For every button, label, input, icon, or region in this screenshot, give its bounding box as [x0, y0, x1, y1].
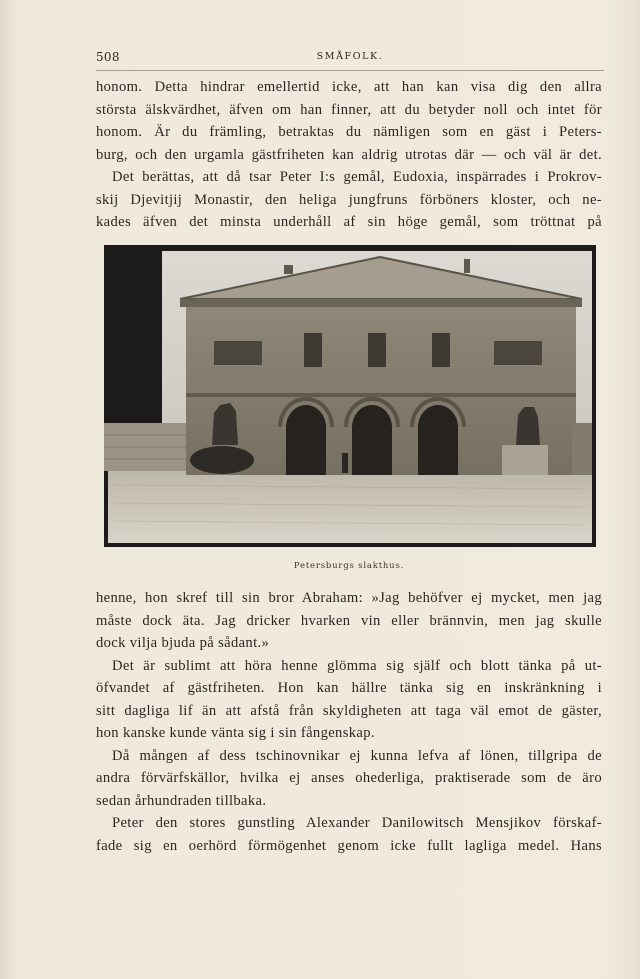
text-line: hon kanske kunde vänta sig i sin fångenskap.: [96, 725, 375, 741]
text-line: Det är sublimt att höra henne glömma sig själf och blott tänka på ut-: [112, 657, 602, 674]
text-line: andra förvärfskällor, hvilka ej anses ohederliga, praktiserade som de äro: [96, 770, 602, 786]
text-line: sedan århundraden tillbaka.: [96, 792, 267, 809]
text-line: fade sig en oerhörd förmögenhet genom icke fullt lagliga medel. Hans: [96, 837, 602, 854]
page-number: 508: [96, 50, 120, 64]
running-head: [96, 50, 604, 70]
text-line: sitt dagliga lif än att afstå från skyldigheten att taga väl emot de gäster,: [96, 702, 602, 719]
text-line: största älskvärdhet, äfven om han finner, att du betyder noll och intet för: [96, 101, 602, 118]
text-line: måste dock äta. Jag dricker hvarken vin eller brännvin, men jag skulle: [96, 612, 602, 629]
text-line: honom. Detta hindrar emellertid icke, att han kan visa dig den allra: [96, 79, 602, 95]
text-line: kades äfven det minsta underhåll af sin höge gemål, som tröttnat på: [96, 214, 602, 230]
text-line: burg, och den urgamla gästfriheten kan aldrig utrotas där — och väl är det.: [96, 146, 602, 163]
figure-caption: Petersburgs slakthus.: [293, 561, 405, 571]
text-line: honom. Är du främling, betraktas du nämligen som en gäst i Peters-: [96, 124, 602, 140]
text-line: öfvandet af gästfriheten. Hon kan hällre tänka sig en inskränkning i: [96, 680, 602, 696]
text-line: Då mången af dess tschinovnikar ej kunna lefva af lönen, tillgripa de: [112, 747, 602, 764]
text-line: henne, hon skref till sin bror Abraham: »Jag behöfver ej mycket, men jag: [96, 590, 602, 606]
text-line: dock vilja bjuda på sådant.»: [96, 635, 270, 651]
text-block-bottom: [96, 587, 602, 857]
text-block-top: [96, 76, 602, 234]
building-illustration: [104, 245, 596, 547]
running-title: SMÅFOLK.: [316, 51, 384, 62]
text-line: Det berättas, att då tsar Peter I:s gemål, Eudoxia, inspärrades i Prokrov-: [112, 169, 602, 185]
text-line: Peter den stores gunstling Alexander Danilowitsch Mensjikov förskaf-: [112, 815, 602, 831]
photograph-slaughterhouse: [104, 245, 596, 547]
header-rule: [96, 70, 604, 71]
text-line: skij Djevitjij Monastir, den heliga jungfruns förböners kloster, och ne-: [96, 191, 602, 208]
